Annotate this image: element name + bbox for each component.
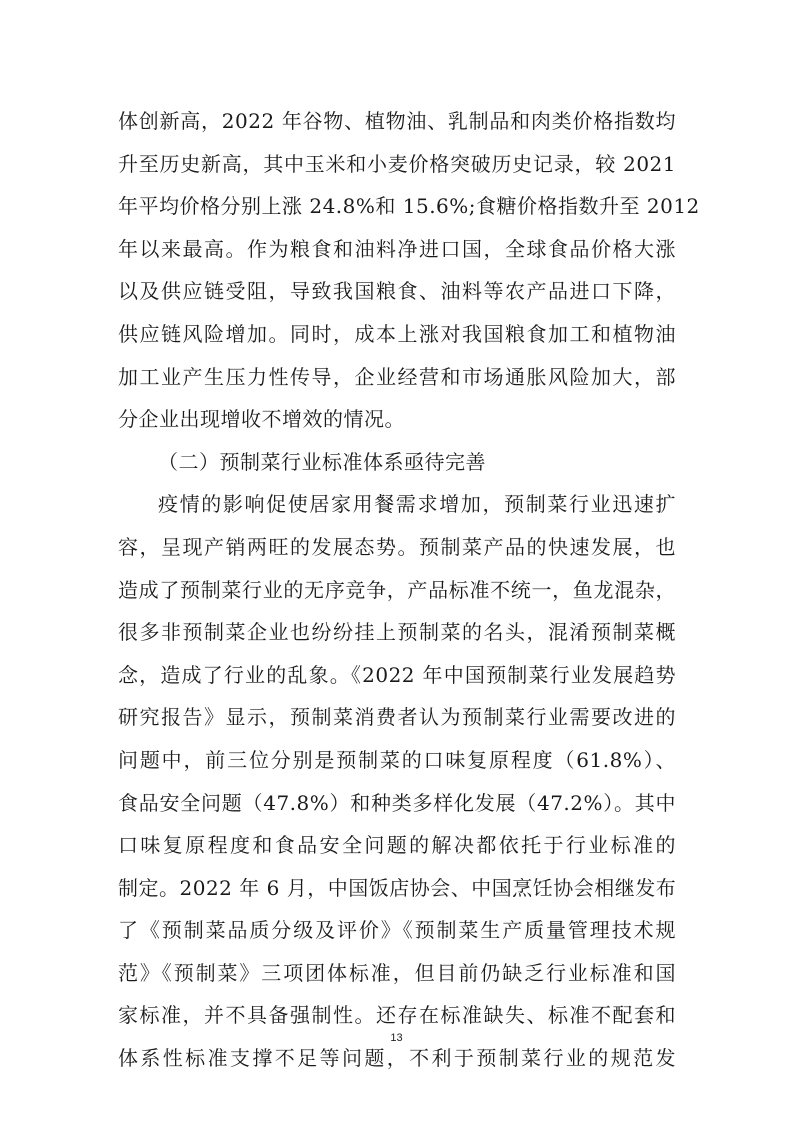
paragraph-2-line-6: 研究报告》显示，预制菜消费者认为预制菜行业需要改进的	[118, 705, 676, 730]
paragraph-2-line-13: 家标准，并不具备强制性。还存在标准缺失、标准不配套和	[118, 1003, 676, 1028]
paragraph-1-line-5: 以及供应链受阻，导致我国粮食、油料等农产品进口下降，	[118, 279, 676, 304]
paragraph-2-line-3: 造成了预制菜行业的无序竞争，产品标准不统一，鱼龙混杂，	[118, 577, 676, 602]
paragraph-2-line-11: 了《预制菜品质分级及评价》《预制菜生产质量管理技术规	[118, 918, 676, 943]
paragraph-2-line-2: 容，呈现产销两旺的发展态势。预制菜产品的快速发展，也	[118, 534, 676, 559]
paragraph-2-line-1: 疫情的影响促使居家用餐需求增加，预制菜行业迅速扩	[158, 492, 676, 517]
paragraph-2-line-9: 口味复原程度和食品安全问题的解决都依托于行业标准的	[118, 833, 676, 858]
paragraph-1-line-1: 体创新高，2022 年谷物、植物油、乳制品和肉类价格指数均	[118, 109, 676, 133]
paragraph-1-line-6: 供应链风险增加。同时，成本上涨对我国粮食加工和植物油	[118, 321, 676, 346]
paragraph-2-line-10: 制定。2022 年 6 月，中国饭店协会、中国烹饪协会相继发布	[118, 875, 677, 900]
paragraph-2-line-12: 范》《预制菜》三项团体标准，但目前仍缺乏行业标准和国	[118, 960, 676, 985]
paragraph-1-line-7: 加工业产生压力性传导，企业经营和市场通胀风险加大，部	[118, 364, 676, 389]
paragraph-2	[118, 483, 676, 1079]
paragraph-2-line-8: 食品安全问题（47.8%）和种类多样化发展（47.2%）。其中	[118, 790, 676, 815]
page-number: 13	[390, 1032, 403, 1044]
paragraph-1-line-8: 分企业出现增收不增效的情况。	[118, 407, 405, 432]
paragraph-2-line-14: 体系性标准支撑不足等问题，不利于预制菜行业的规范发	[118, 1046, 676, 1071]
paragraph-1	[118, 100, 700, 441]
document-body	[118, 100, 700, 1080]
paragraph-2-line-5: 念，造成了行业的乱象。《2022 年中国预制菜行业发展趋势	[118, 662, 676, 687]
paragraph-2-line-4: 很多非预制菜企业也纷纷挂上预制菜的名头，混淆预制菜概	[118, 620, 676, 645]
paragraph-1-line-4: 年以来最高。作为粮食和油料净进口国，全球食品价格大涨	[118, 236, 676, 261]
paragraph-1-line-2: 升至历史新高，其中玉米和小麦价格突破历史记录，较 2021	[118, 151, 676, 176]
section-heading: （二）预制菜行业标准体系亟待完善	[158, 449, 486, 474]
paragraph-1-line-3: 年平均价格分别上涨 24.8%和 15.6%;食糖价格指数升至 2012	[118, 194, 700, 219]
paragraph-2-line-7: 问题中，前三位分别是预制菜的口味复原程度（61.8%）、	[118, 747, 676, 772]
